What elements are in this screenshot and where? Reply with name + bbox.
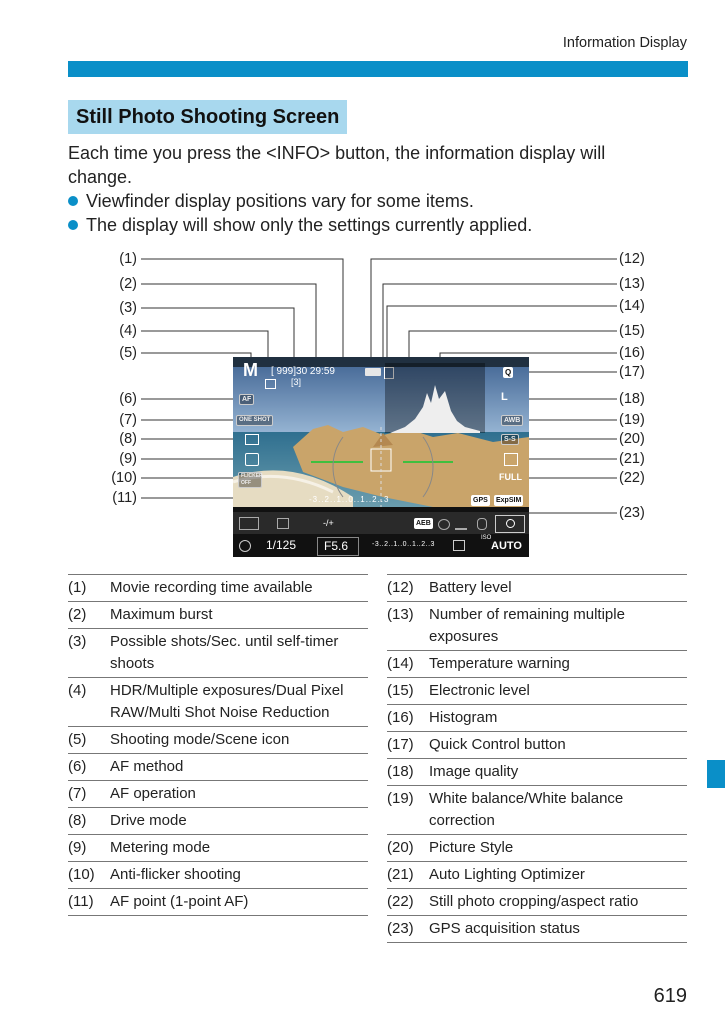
legend-row: [68, 602, 368, 629]
callout-label: (7): [119, 412, 137, 428]
af-operation: ONE SHOT: [236, 415, 273, 426]
legend-text: Movie recording time available: [110, 579, 313, 596]
callout-label: (15): [619, 323, 645, 339]
bullet-text: The display will show only the settings currently applied.: [86, 215, 533, 235]
callout-label: (4): [119, 323, 137, 339]
aperture-box[interactable]: [317, 537, 359, 556]
legend-row: [68, 575, 368, 602]
legend-number: (21): [387, 866, 414, 883]
iso-label: ISO: [481, 535, 492, 541]
page-number: 619: [653, 985, 687, 1007]
exposure-scale: -3..2..1..0..1..2..3: [309, 495, 390, 504]
legend-text: AF method: [110, 758, 184, 775]
legend-row: [68, 678, 368, 727]
callout-label: (8): [119, 431, 137, 447]
legend-number: (19): [387, 790, 414, 807]
legend-row: [387, 705, 687, 732]
magnify-icon: [506, 519, 515, 528]
callout-label: (9): [119, 451, 137, 467]
legend-text: Metering mode: [110, 839, 211, 856]
exposure-comp-scale[interactable]: -3..2..1..0..1..2..3: [372, 541, 435, 548]
legend-row: [68, 629, 368, 678]
legend-text: Temperature warning: [429, 655, 570, 672]
legend-row: [68, 835, 368, 862]
legend-number: (4): [68, 682, 87, 699]
legend-text: Still photo cropping/aspect ratio: [429, 893, 639, 910]
callout-label: (17): [619, 364, 645, 380]
legend-row: [387, 759, 687, 786]
legend-text: HDR/Multiple exposures/Dual Pixel RAW/Multi Shot Noise Reduction: [110, 682, 344, 721]
legend-row: [387, 651, 687, 678]
white-balance: AWB: [501, 415, 523, 426]
callout-label: (14): [619, 298, 645, 314]
callout-label: (6): [119, 391, 137, 407]
bullet-text: Viewfinder display positions vary for some items.: [86, 191, 474, 211]
legend-row: [68, 754, 368, 781]
touch-shutter-icon[interactable]: [239, 517, 259, 530]
callout-label: (1): [119, 251, 137, 267]
legend-number: (3): [68, 633, 87, 650]
exp-sim: ExpSIM: [496, 497, 522, 504]
q-button[interactable]: Q: [505, 368, 512, 377]
shutter-speed[interactable]: 1/125: [266, 538, 297, 552]
legend-number: (17): [387, 736, 414, 753]
legend-number: (12): [387, 579, 414, 596]
legend-row: [387, 678, 687, 705]
drive-mode-icon: [245, 434, 259, 445]
legend-text: Anti-flicker shooting: [110, 866, 241, 883]
anti-flicker: FLICKER OFF: [238, 472, 262, 488]
legend-table-left: [68, 574, 368, 916]
legend-text: Number of remaining multiple exposures: [429, 606, 625, 645]
legend-number: (7): [68, 785, 87, 802]
legend-row: [68, 889, 368, 916]
bracket-indicator: -/+: [323, 518, 334, 528]
legend-text: Image quality: [429, 763, 519, 780]
ae-lock-icon: [239, 540, 251, 552]
callout-label: (23): [619, 505, 645, 521]
gps-status: GPS: [473, 497, 488, 504]
callout-label: (11): [112, 490, 137, 506]
legend-text: AF point (1-point AF): [110, 893, 249, 910]
legend-text: Electronic level: [429, 682, 530, 699]
legend-text: Picture Style: [429, 839, 514, 856]
iso-value[interactable]: AUTO: [491, 540, 522, 552]
legend-row: [68, 727, 368, 754]
legend-number: (14): [387, 655, 414, 672]
callout-label: (18): [619, 391, 645, 407]
callout-label: (21): [619, 451, 645, 467]
magnify-button[interactable]: [495, 515, 525, 533]
legend-text: Possible shots/Sec. until self-timer shoots: [110, 633, 339, 672]
legend-row: [68, 808, 368, 835]
legend-row: [387, 732, 687, 759]
legend-number: (23): [387, 920, 414, 937]
legend-number: (15): [387, 682, 414, 699]
legend-text: Maximum burst: [110, 606, 213, 623]
legend-number: (22): [387, 893, 414, 910]
legend-row: [68, 781, 368, 808]
picture-style: S-S: [501, 434, 519, 445]
top-readout: [ 999]30 29:59: [271, 366, 335, 377]
legend-text: White balance/White balance correction: [429, 790, 624, 829]
legend-text: Shooting mode/Scene icon: [110, 731, 290, 748]
legend-row: [387, 862, 687, 889]
drive-count: [3]: [291, 377, 302, 387]
crop-ratio: FULL: [499, 472, 522, 482]
callout-label: (19): [619, 412, 645, 428]
wifi-icon: [438, 519, 450, 530]
header-title: Information Display: [562, 35, 687, 51]
af-method: AF: [239, 394, 254, 405]
callout-label: (3): [119, 300, 137, 316]
legend-number: (6): [68, 758, 87, 775]
image-quality: L: [501, 391, 508, 403]
legend-number: (2): [68, 606, 87, 623]
camera-screen: [233, 357, 529, 557]
callout-label: (16): [619, 345, 645, 361]
aperture: F5.6: [324, 539, 349, 553]
callout-label: (20): [619, 431, 645, 447]
legend-text: Battery level: [429, 579, 512, 596]
legend-number: (13): [387, 606, 414, 623]
legend-text: GPS acquisition status: [429, 920, 580, 937]
legend-number: (8): [68, 812, 87, 829]
exposure-comp-icon: [453, 540, 465, 551]
legend-number: (16): [387, 709, 414, 726]
legend-number: (10): [68, 866, 95, 883]
intro-line-2: change.: [68, 167, 133, 187]
callout-label: (2): [119, 276, 137, 292]
legend-table-right: [387, 574, 687, 943]
legend-row: [68, 862, 368, 889]
callout-label: (13): [619, 276, 645, 292]
legend-row: [387, 889, 687, 916]
metering-icon: [245, 453, 259, 466]
legend-text: Quick Control button: [429, 736, 566, 753]
legend-text: Drive mode: [110, 812, 187, 829]
callout-label: (10): [111, 470, 137, 486]
battery-icon: [365, 368, 381, 376]
legend-number: (20): [387, 839, 414, 856]
histogram: [385, 363, 485, 433]
section-title: Still Photo Shooting Screen: [68, 100, 347, 134]
legend-number: (5): [68, 731, 87, 748]
legend-number: (11): [68, 893, 94, 910]
flash-icon: [277, 518, 289, 529]
callout-label: (12): [619, 251, 645, 267]
hdr-icon: [265, 379, 276, 389]
legend-text: Histogram: [429, 709, 498, 726]
legend-row: [387, 575, 687, 602]
auto-lighting-icon: [504, 453, 518, 466]
callout-label: (5): [119, 345, 137, 361]
legend-row: [387, 835, 687, 862]
legend-number: (18): [387, 763, 414, 780]
side-tab: [707, 760, 725, 788]
legend-row: [387, 786, 687, 835]
signal-icon: [455, 519, 467, 530]
legend-text: Auto Lighting Optimizer: [429, 866, 585, 883]
legend-number: (9): [68, 839, 87, 856]
legend-row: [387, 602, 687, 651]
intro-line-1: Each time you press the <INFO> button, the information display will: [68, 143, 606, 163]
legend-row: [387, 916, 687, 943]
shooting-mode: M: [243, 360, 258, 380]
callout-label: (22): [619, 470, 645, 486]
aeb-indicator: AEB: [416, 520, 431, 527]
bluetooth-icon: [477, 518, 487, 530]
legend-number: (1): [68, 579, 87, 596]
legend-text: AF operation: [110, 785, 196, 802]
